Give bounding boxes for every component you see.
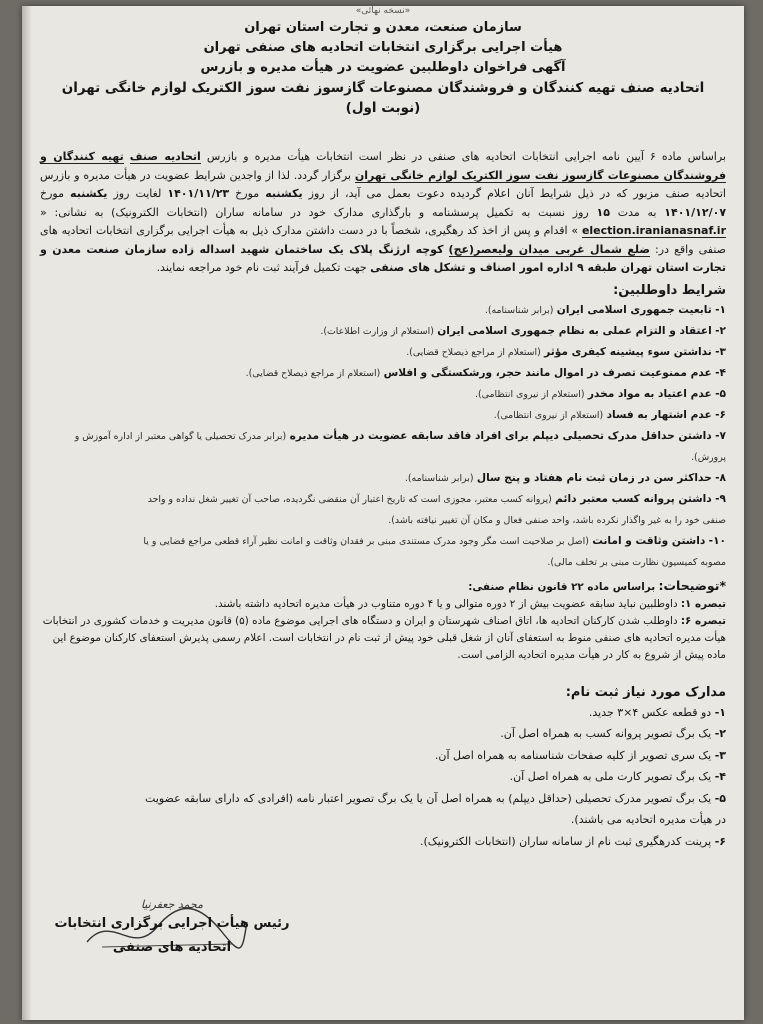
intro-text: هیأت مدیره و بازرس اتحادیه صنف مزبور که در ذیل شرایط آنان اعلام گردیده دعوت بعمل می آید، از روز (40, 168, 726, 200)
intro-text: لغایت روز (113, 187, 162, 200)
signature-block (52, 898, 292, 960)
header-announcement: آگهی فراخوان داوطلبین عضویت در هیأت مدیره و بازرس (200, 60, 566, 75)
intro-text: » اقدام و پس از اخذ کد رهگیری، شخصاً با در (367, 224, 579, 237)
condition-item: ۷- داشتن حداقل مدرک تحصیلی دیپلم برای افراد فاقد سابقه عضویت در هیأت مدیره (برابر مدرک تحصیلی یا گواهی معتبر از اداره آموزش و پرورش). (74, 429, 726, 463)
condition-item: ۴- عدم ممنوعیت تصرف در اموال مانند حجر، ورشکستگی و افلاس (استعلام از مراجع ذیصلاح قضایی). (245, 366, 726, 379)
start-day: یکشنبه (265, 187, 303, 200)
note-1 (40, 596, 726, 613)
header-org: سازمان صنعت، معدن و تجارت استان تهران (244, 20, 522, 35)
page-shadow-edge (22, 6, 32, 1020)
conditions-title: شرایط داوطلبین: (613, 282, 726, 298)
start-date: ۱۴۰۱/۱۱/۲۳ (167, 187, 230, 200)
document-item: ۵- یک برگ تصویر مدرک تحصیلی (حداقل دیپلم) به همراه اصل آن یا یک برگ تصویر اعتبار نامه (افرادی که دارای سابقه عضویت (145, 791, 726, 805)
header-board: هیأت اجرایی برگزاری انتخابات اتحادیه های صنفی تهران (203, 40, 563, 55)
note-1-text: داوطلبین نباید سابقه عضویت بیش از ۲ دوره متوالی و یا ۴ دوره متناوب در هیأت مدیره اتحادیه داشته باشند. (214, 597, 678, 610)
signatory-title: رئیس هیأت اجرایی برگزاری انتخابات (54, 916, 290, 931)
intro-union-name: تهیه کنندگان و فروشندگان مصنوعات گازسوز نفت سوز الکتریک لوازم خانگی تهران (40, 150, 727, 182)
notes-reference: براساس ماده ۲۲ قانون نظام صنفی: (468, 580, 656, 593)
signatory-name: محمد جعفرنیا (140, 898, 204, 911)
document-item: ۳- یک سری تصویر از کلیه صفحات شناسنامه به همراه اصل آن. (434, 748, 726, 762)
document-item: ۶- پرینت کدرهگیری ثبت نام از سامانه ساران (انتخابات الکترونیک). (420, 834, 726, 848)
condition-item: ۶- عدم اشتهار به فساد (استعلام از نیروی انتظامی). (493, 408, 726, 421)
document-item-cont: در هیأت مدیره اتحادیه می باشند). (570, 813, 726, 826)
address-line1: ضلع شمال غربی میدان ولیعصر(عج) (448, 242, 650, 256)
election-url[interactable]: election.iranianasnaf.ir (581, 224, 727, 237)
intro-paragraph (40, 148, 726, 278)
note-1-label: تبصره ۱: (680, 597, 726, 610)
notes-heading (40, 577, 726, 596)
condition-item: ۸- حداکثر سن در زمان ثبت نام هفتاد و پنج سال (برابر شناسنامه). (404, 471, 726, 484)
condition-item: ۵- عدم اعتیاد به مواد مخدر (استعلام از نیروی انتظامی). (475, 387, 726, 400)
intro-text: به مدت (617, 205, 657, 219)
document-item: ۲- یک برگ تصویر پروانه کسب به همراه اصل آن. (500, 727, 726, 740)
document-item: ۴- یک برگ تصویر کارت ملی به همراه اصل آن. (509, 770, 726, 783)
document-page (22, 6, 744, 1020)
document-body (40, 6, 726, 852)
intro-text: براساس ماده ۶ آیین نامه اجرایی انتخابات اتحادیه های صنفی در نظر است انتخابات هیأت مدیره و بازرس (206, 150, 726, 163)
signatory-title-2: اتحادیه های صنفی (112, 940, 232, 955)
condition-item: ۹- داشتن پروانه کسب معتبر دائم (پروانه کسب معتبر، مجوزی است که تاریخ اعتبار آن منقضی نگردیده، صاحب آن تغییر شغل نداده و واحد (147, 492, 726, 505)
intro-text: برگزار گردد. لذا از واجدین شرایط عضویت در (140, 168, 351, 182)
intro-text: جهت تکمیل فرآیند ثبت نام خود مراجعه نمایند. (156, 261, 367, 274)
note-6-text: استعفای کارکنان موضوع این ماده پیش از شروع به کار در هیأت مدیره اتحادیه الزامی است. (52, 631, 726, 661)
documents-section (40, 684, 726, 853)
intro-text: مورخ (235, 187, 260, 200)
note-6 (40, 613, 726, 664)
top-mark: «نسخه نهائی» (355, 6, 411, 16)
intro-text: روز نسبت به تکمیل پرسشنامه و بارگذاری مدارک خود (308, 205, 589, 219)
header-union: اتحادیه صنف تهیه کنندگان و فروشندگان مصنوعات گازسوز نفت سوز الکتریک لوازم خانگی تهران (نوبت اول) (61, 80, 705, 116)
conditions-list (40, 300, 726, 573)
duration-days: ۱۵ (596, 205, 610, 219)
intro-text: در سامانه ساران (انتخابات الکترونیک) به نشانی: « (40, 205, 301, 219)
note-6-text: در انتخابات هیأت مدیره اتحادیه های صنفی منوط به استعفای آنان از شغل قبلی خود پیش از ثبت نام در انتخابات است. اعلام رسمی پذیرش (42, 614, 726, 644)
intro-text: مورخ (40, 187, 64, 200)
condition-item: ۳- نداشتن سوء پیشینه کیفری مؤثر (استعلام از مراجع ذیصلاح قضایی). (406, 345, 726, 358)
note-6-label: تبصره ۶: (680, 614, 726, 627)
end-day: یکشنبه (70, 187, 108, 200)
condition-item: ۱- تابعیت جمهوری اسلامی ایران (برابر شناسنامه). (484, 303, 726, 316)
condition-item: ۲- اعتقاد و التزام عملی به نظام جمهوری اسلامی ایران (استعلام از وزارت اطلاعات). (320, 324, 726, 337)
condition-item: ۱۰- داشتن وثاقت و امانت (اصل بر صلاحیت است مگر وجود مدرک مستندی مبنی بر فقدان وثاقت و امانت نظیر آراء قطعی مراجع قضایی و یا (143, 534, 726, 547)
notes-title: *توضیحات: (658, 577, 726, 593)
note-6-text: داوطلب شدن کارکنان اتحادیه ها، اتاق اصناف شهرستان و ایران و دستگاه های اجرایی موضوع ماده (۵) قانون مدیریت و خدمات کشوری (93, 614, 678, 627)
document-item: ۱- دو قطعه عکس ۴×۳ جدید. (588, 705, 726, 719)
documents-title: مدارک مورد نیاز ثبت نام: (565, 684, 726, 700)
end-date: ۱۴۰۱/۱۲/۰۷ (664, 205, 727, 219)
address-line2: کوچه ارژنگ پلاک یک ساختمان شهید اسداله زاده سازمان صنعت معدن و تجارت استان تهران طبقه ۹ اداره امور اصناف و تشکل های صنفی (40, 242, 726, 274)
condition-item-cont: صنفی خود را به غیر واگذار نکرده باشد، واحد صنفی فعال و مکان آن تغییر نیافته باشد). (388, 514, 726, 526)
condition-item-cont: مصوبه کمیسیون نظارت مبنی بر تخلف مالی). (547, 556, 726, 568)
intro-union-label: اتحادیه صنف (129, 150, 201, 163)
intro-text: دست داشتن مدارک ذیل به هیأت اجرایی برگزاری انتخابات اتحادیه های صنفی واقع در: (40, 224, 726, 256)
